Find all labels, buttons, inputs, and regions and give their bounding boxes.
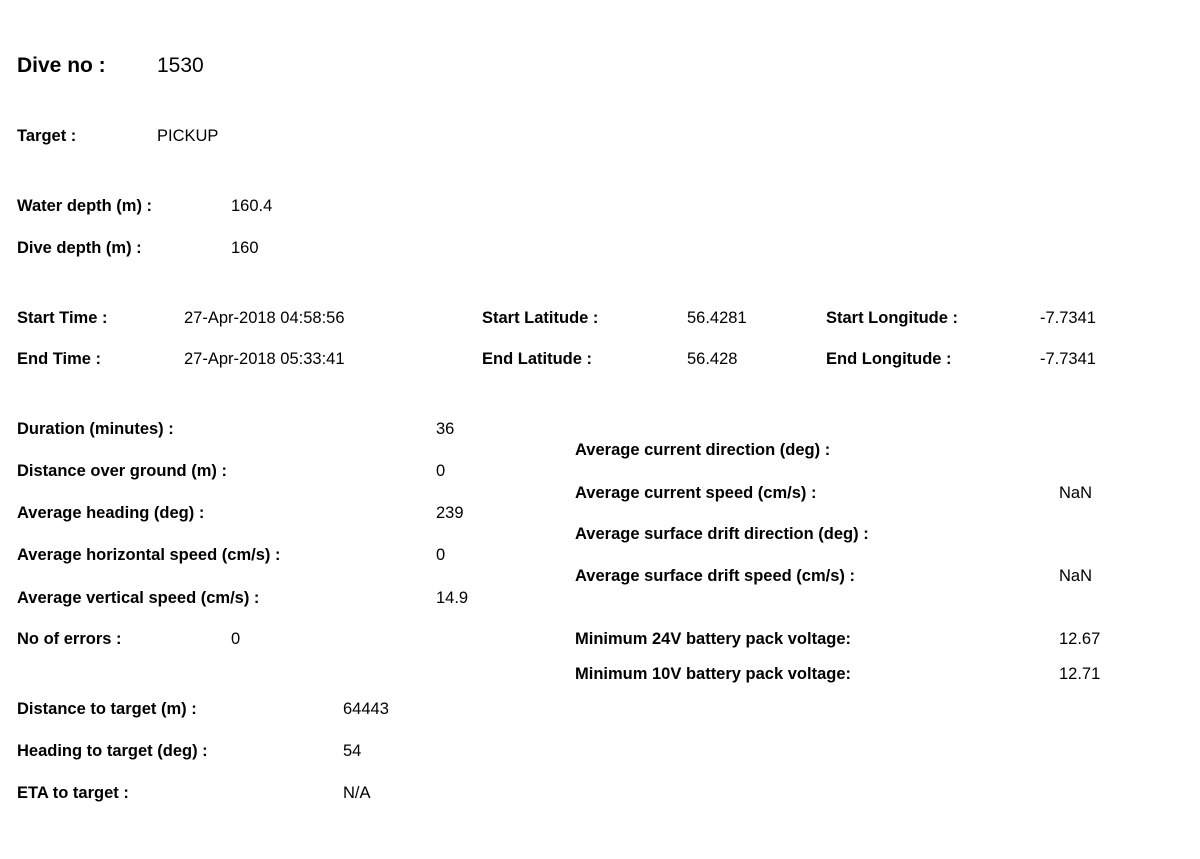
- min-10v-battery-label: Minimum 10V battery pack voltage:: [575, 665, 851, 683]
- average-horizontal-speed-value: 0: [436, 546, 446, 564]
- start-longitude-label: Start Longitude :: [826, 309, 958, 327]
- dive-no-label: Dive no :: [17, 54, 106, 77]
- eta-to-target-value: N/A: [343, 784, 371, 802]
- avg-current-speed-value: NaN: [1059, 484, 1093, 502]
- avg-surface-drift-speed-label: Average surface drift speed (cm/s) :: [575, 567, 855, 585]
- avg-current-direction-label: Average current direction (deg) :: [575, 441, 831, 459]
- end-latitude-label: End Latitude :: [482, 350, 592, 368]
- average-vertical-speed-label: Average vertical speed (cm/s) :: [17, 589, 260, 607]
- dive-depth-label: Dive depth (m) :: [17, 239, 142, 257]
- eta-to-target-label: ETA to target :: [17, 784, 129, 802]
- end-latitude-value: 56.428: [687, 350, 738, 368]
- avg-current-speed-label: Average current speed (cm/s) :: [575, 484, 817, 502]
- distance-over-ground-label: Distance over ground (m) :: [17, 462, 227, 480]
- end-time-label: End Time :: [17, 350, 102, 368]
- average-vertical-speed-value: 14.9: [436, 589, 469, 607]
- no-of-errors-value: 0: [231, 630, 241, 648]
- dive-no-value: 1530: [157, 54, 204, 77]
- end-longitude-value: -7.7341: [1040, 350, 1096, 368]
- water-depth-label: Water depth (m) :: [17, 197, 153, 215]
- start-latitude-label: Start Latitude :: [482, 309, 599, 327]
- target-value: PICKUP: [157, 127, 219, 145]
- start-time-label: Start Time :: [17, 309, 108, 327]
- min-24v-battery-value: 12.67: [1059, 630, 1101, 648]
- average-horizontal-speed-label: Average horizontal speed (cm/s) :: [17, 546, 281, 564]
- avg-surface-drift-speed-value: NaN: [1059, 567, 1093, 585]
- water-depth-value: 160.4: [231, 197, 273, 215]
- avg-surface-drift-direction-label: Average surface drift direction (deg) :: [575, 525, 869, 543]
- distance-to-target-label: Distance to target (m) :: [17, 700, 197, 718]
- end-time-value: 27-Apr-2018 05:33:41: [184, 350, 345, 368]
- heading-to-target-value: 54: [343, 742, 362, 760]
- average-heading-value: 239: [436, 504, 464, 522]
- average-heading-label: Average heading (deg) :: [17, 504, 205, 522]
- start-latitude-value: 56.4281: [687, 309, 747, 327]
- duration-label: Duration (minutes) :: [17, 420, 174, 438]
- heading-to-target-label: Heading to target (deg) :: [17, 742, 208, 760]
- dive-depth-value: 160: [231, 239, 259, 257]
- min-10v-battery-value: 12.71: [1059, 665, 1101, 683]
- end-longitude-label: End Longitude :: [826, 350, 952, 368]
- distance-to-target-value: 64443: [343, 700, 389, 718]
- distance-over-ground-value: 0: [436, 462, 446, 480]
- start-time-value: 27-Apr-2018 04:58:56: [184, 309, 345, 327]
- start-longitude-value: -7.7341: [1040, 309, 1096, 327]
- duration-value: 36: [436, 420, 455, 438]
- no-of-errors-label: No of errors :: [17, 630, 122, 648]
- min-24v-battery-label: Minimum 24V battery pack voltage:: [575, 630, 851, 648]
- target-label: Target :: [17, 127, 77, 145]
